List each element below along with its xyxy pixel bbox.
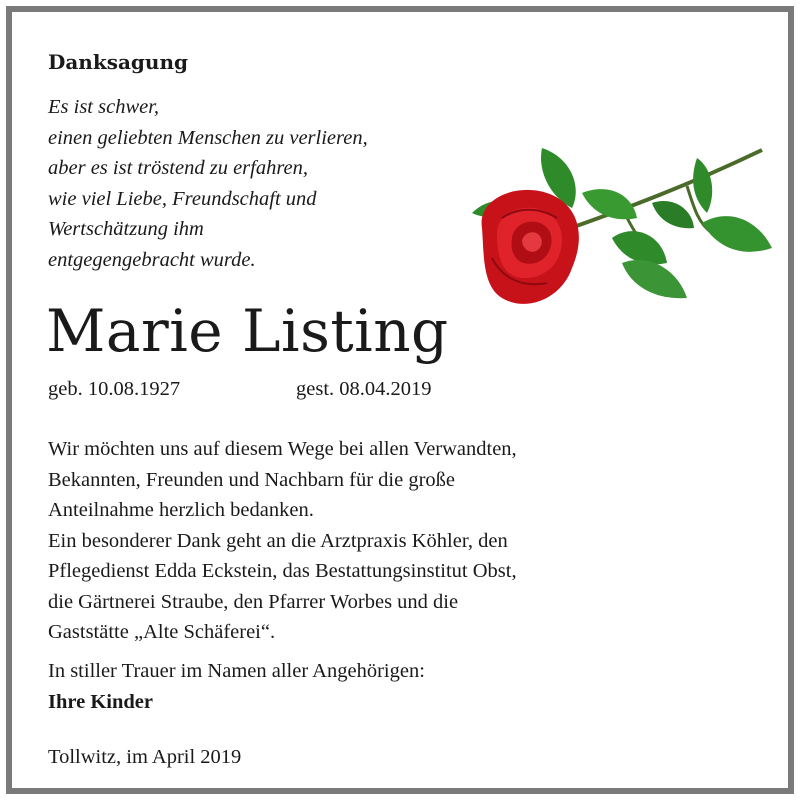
mourning-line: In stiller Trauer im Namen aller Angehörigen: [48, 660, 425, 682]
poem-line: einen geliebten Menschen zu verlieren, [48, 126, 368, 149]
deceased-name: Marie Listing [46, 297, 449, 365]
poem-line: Wertschätzung ihm [48, 218, 204, 240]
mourning-block [48, 656, 425, 717]
death-date: gest. 08.04.2019 [296, 378, 432, 400]
notice-frame [6, 6, 794, 794]
thanks-line: Ein besonderer Dank geht an die Arztpraxis Köhler, den [48, 529, 508, 552]
place-date: Tollwitz, im April 2019 [48, 746, 242, 768]
thanks-line: die Gärtnerei Straube, den Pfarrer Worbes und die [48, 590, 459, 613]
thanks-text [48, 434, 517, 648]
poem-line: aber es ist tröstend zu erfahren, [48, 157, 309, 179]
birth-date: geb. 10.08.1927 [48, 378, 181, 400]
red-rose-icon [462, 138, 777, 318]
poem [48, 92, 368, 275]
thanks-line: Anteilnahme herzlich bedanken. [48, 499, 314, 521]
notice-heading: Danksagung [48, 50, 188, 74]
poem-line: entgegengebracht wurde. [48, 248, 256, 271]
thanks-line: Pflegedienst Edda Eckstein, das Bestattungsinstitut Obst, [48, 560, 517, 582]
poem-line: Es ist schwer, [48, 96, 160, 118]
poem-line: wie viel Liebe, Freundschaft und [48, 187, 317, 210]
thanks-line: Wir möchten uns auf diesem Wege bei allen Verwandten, [48, 438, 517, 460]
signed-by: Ihre Kinder [48, 690, 153, 713]
life-dates [48, 378, 432, 401]
thanks-line: Bekannten, Freunden und Nachbarn für die große [48, 468, 456, 491]
thanks-line: Gaststätte „Alte Schäferei“. [48, 621, 276, 643]
